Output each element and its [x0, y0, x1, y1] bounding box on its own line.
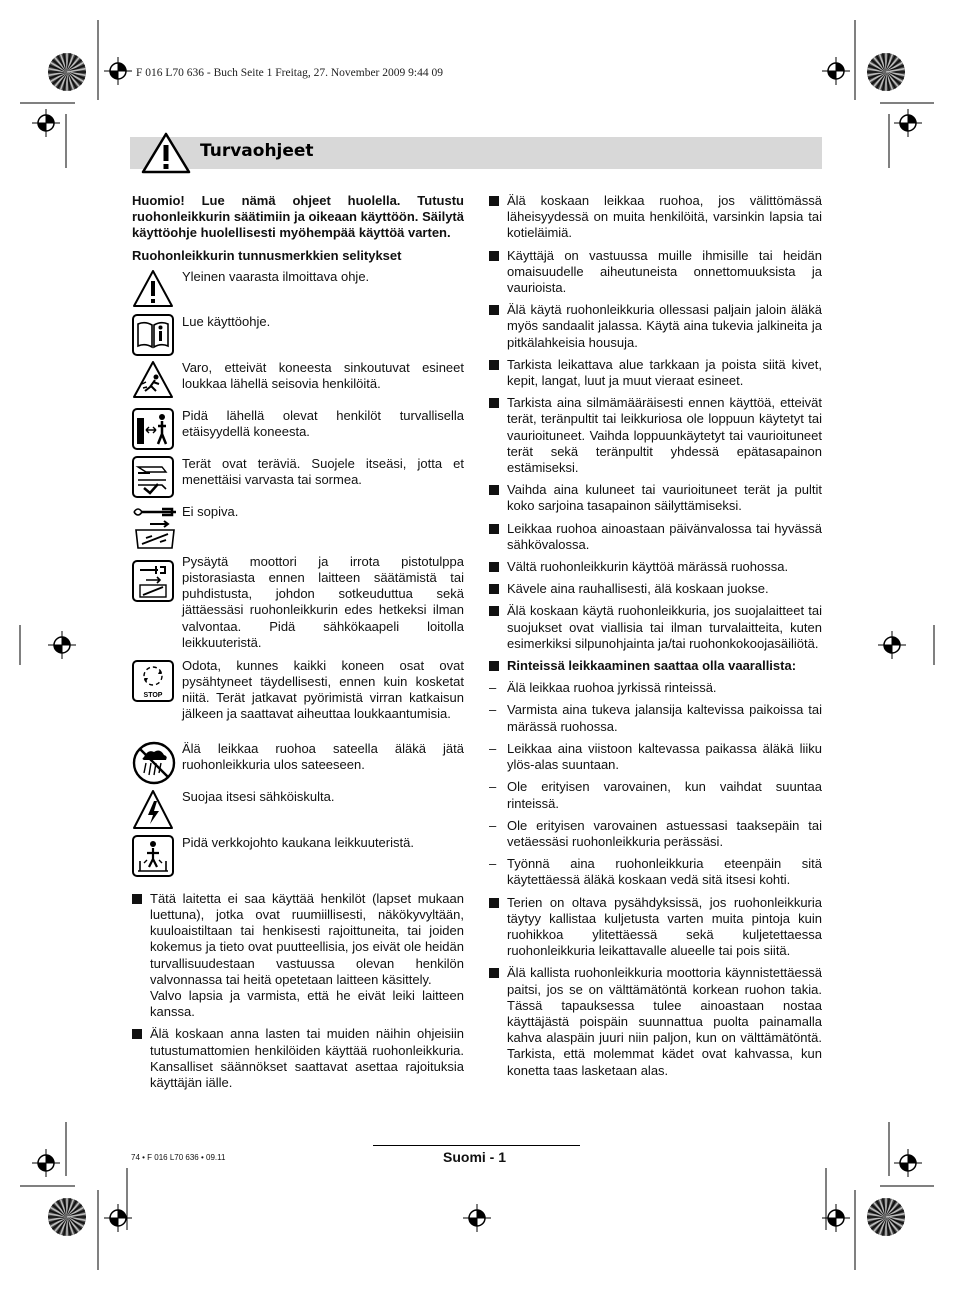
dash-item-text: Työnnä aina ruohonleikkuria eteenpäin sitä käytettäessä äläkä koskaan vedä sitä itsesi kohti. [507, 856, 822, 888]
warning-triangle-icon [132, 269, 174, 309]
list-item-text: Älä koskaan anna lasten tai muiden näihin ohjeisiin tutustumattomien henkilöiden käyttää ruohonleikkuria. Kansalliset säännökset saattavat asettaa rajoituksia käyttäjän iälle. [150, 1026, 464, 1091]
dash-item: – Älä leikkaa ruohoa jyrkissä rinteissä. [489, 680, 822, 696]
symbol-row [132, 504, 464, 554]
bullet-square-icon [489, 898, 499, 908]
list-item [489, 581, 822, 597]
list-item-text: Terien on oltava pysähdyksissä, jos ruohonleikkuria täytyy kallistaa kuljetusta varten muita pintoja kuin ruohikkoa ylitettäessä sekä kuljetettaessa ruohonleikkuria leikattavalle alueelle tai pois siitä. [507, 894, 822, 959]
symbol-row [132, 835, 464, 891]
bullet-square-icon [489, 196, 499, 206]
dash-item-text: Leikkaa aina viistoon kaltevassa paikassa äläkä liiku ylös-alas suuntaan. [507, 740, 822, 773]
dash-item: – Ole erityisen varovainen, kun vaihdat suuntaa rinteissä. [489, 779, 822, 811]
list-item [489, 395, 822, 476]
symbol-text: Pysäytä moottori ja irrota pistotulppa pistorasiasta ennen laitteen säätämistä tai puhdistusta, johdon sotkeuduttua sekä jättäessäsi ruohonleikkurin edes hetkeksi ilman valvontaa. Pidä sähkökaapeli loitolla leikkuuteristä. [182, 553, 464, 650]
print-header: F 016 L70 636 - Buch Seite 1 Freitag, 27. November 2009 9:44 09 [136, 67, 443, 79]
bullet-square-icon [489, 485, 499, 495]
slope-heading-text: Rinteissä leikkaaminen saattaa olla vaarallista: [507, 658, 797, 674]
list-item [489, 248, 822, 297]
symbol-text: Ei sopiva. [182, 503, 239, 519]
dash-item: – Ole erityisen varovainen astuessasi taaksepäin tai vetäessäsi ruohonleikkuria perässäsi. [489, 817, 822, 849]
symbol-row [132, 408, 464, 456]
color-rosette-icon [48, 53, 86, 91]
symbol-row [132, 314, 464, 360]
list-item [489, 965, 822, 1078]
list-item [489, 193, 822, 242]
bullet-square-icon [489, 398, 499, 408]
slope-heading [489, 658, 822, 674]
right-column [489, 193, 822, 1079]
keep-distance-icon [132, 408, 174, 450]
list-item-text: Älä koskaan leikkaa ruohoa, jos välittömässä läheisyydessä on muita henkilöitä, varsinkin lapsia tai kotieläimiä. [507, 193, 822, 241]
bullet-square-icon [489, 305, 499, 315]
bullet-square-icon [489, 661, 499, 671]
page-number: Suomi - 1 [443, 1149, 507, 1165]
symbol-row [132, 658, 464, 741]
bullet-square-icon [132, 1029, 142, 1039]
symbol-row [132, 456, 464, 504]
no-rain-icon [132, 741, 176, 785]
list-item-text: Tätä laitetta ei saa käyttää henkilöt (lapset mukaan luettuna), jotka ovat ruumiillisesti, näkökyvyltään, kuuloaistiltaan tai henkisesti rajoittuneita, tai joiden kokemus ja tieto ovat puutteellisia, jos eivät ole heidän turvallisuudestaan vastuussa olevan henkilön valvonnassa tai heitä opetetaan laitteen käsittely. [150, 890, 464, 987]
list-item [489, 895, 822, 960]
list-item-text: Tarkista aina silmämääräisesti ennen käyttöä, etteivät terät, teränpultit tai leikkuriosa ole loppuun käytetyt tai vaurioituneet. Vaihda loppuunkäytetyt tai vaurioituneet terät sekä teränpultit yhdessä epätasapainon estämiseksi. [507, 395, 822, 476]
list-item-text: Leikkaa ruohoa ainoastaan päivänvalossa tai hyvässä sähkövalossa. [507, 520, 822, 552]
symbol-text: Lue käyttöohje. [182, 313, 271, 329]
symbol-text: Älä leikkaa ruohoa sateella äläkä jätä ruohonleikkuria ulos sateeseen. [182, 740, 464, 773]
list-item [489, 603, 822, 652]
list-item [132, 1026, 464, 1091]
symbol-row [132, 741, 464, 789]
bullet-square-icon [489, 360, 499, 370]
list-item-text: Älä koskaan käytä ruohonleikkuria, jos suojalaitteet tai suojukset ovat viallisia tai ilman turvalaitteita, kuten esimerkiksi silpunohjainta ja/tai ruohonkokoojasäiliötä. [507, 603, 822, 651]
bullet-square-icon [132, 894, 142, 904]
list-item-text: Vaihda aina kuluneet tai vaurioituneet terät ja pultit koko sarjoina tasapainon säilyttämiseksi. [507, 482, 822, 514]
dash-item-text: Varmista aina tukeva jalansija kaltevissa paikoissa tai märässä ruohossa. [507, 702, 822, 734]
unplug-icon [132, 560, 174, 602]
symbol-text: Yleinen vaarasta ilmoittava ohje. [182, 268, 370, 284]
symbols-heading: Ruohonleikkurin tunnusmerkkien selitykset [132, 247, 402, 263]
page-title: Turvaohjeet [200, 141, 314, 161]
symbol-text: Varo, etteivät koneesta sinkoutuvat esineet loukkaa lähellä seisovia henkilöitä. [182, 359, 464, 392]
bullet-square-icon [489, 584, 499, 594]
symbol-row [132, 554, 464, 658]
color-rosette-icon [867, 53, 905, 91]
symbol-text: Odota, kunnes kaikki koneen osat ovat pysähtyneet täydellisesti, ennen kuin kosketat niitä. Terät jatkavat pyörimistä virran katkaisun jälkeen ja saattavat aiheuttaa loukkaantumisia. [182, 657, 464, 722]
symbol-text: Pidä verkkojohto kaukana leikkuuteristä. [182, 834, 414, 850]
symbol-row [132, 360, 464, 408]
dash-item: – Varmista aina tukeva jalansija kaltevissa paikoissa tai märässä ruohossa. [489, 702, 822, 734]
list-item [489, 559, 822, 575]
list-item-text: Vältä ruohonleikkurin käyttöä märässä ruohossa. [507, 559, 789, 575]
dash-item-text: Ole erityisen varovainen astuessasi taaksepäin tai vetäessäsi ruohonleikkuria perässäsi. [507, 817, 822, 849]
list-item-text: Käyttäjä on vastuussa muille ihmisille tai heidän omaisuudelle aiheutuneista onnettomuuksista ja vaurioista. [507, 247, 822, 296]
symbol-row [132, 789, 464, 835]
title-bar [130, 137, 822, 169]
list-item [489, 357, 822, 389]
bullet-square-icon [489, 251, 499, 261]
stop-icon [132, 660, 174, 702]
color-rosette-icon [867, 1198, 905, 1236]
dash-item: – Leikkaa aina viistoon kaltevassa paikassa äläkä liiku ylös-alas suuntaan. [489, 740, 822, 773]
symbol-row [132, 269, 464, 314]
sharp-blades-icon [132, 456, 174, 498]
list-item-text: Tarkista leikattava alue tarkkaan ja poista siitä kivet, kepit, langat, luut ja muut vieraat esineet. [507, 356, 822, 389]
list-item-text: Älä kallista ruohonleikkuria moottoria käynnistettäessä paitsi, jos se on välttämätöntä korkean ruohon takia. Tässä tapauksessa tulee ainoastaan nostaa käyttäjästä poispäin suunnattua puolta painamalla kahva alaspäin juuri niin paljon, kun on välttämätöntä. Tarkista, että molemmat kädet ovat kahvassa, kun konetta taas lasketaan alas. [507, 965, 822, 1078]
not-suitable-icon [132, 504, 178, 554]
list-item [489, 482, 822, 514]
bullet-square-icon [489, 562, 499, 572]
list-item [132, 891, 464, 1021]
bullet-square-icon [489, 606, 499, 616]
list-item-text: Älä käytä ruohonleikkuria ollessasi paljain jaloin äläkä myös sandaalit jalassa. Käytä aina tukevia jalkineita ja pitkälahkeisia housuja. [507, 302, 822, 350]
symbol-text: Suojaa itsesi sähköiskulta. [182, 788, 335, 804]
electric-shock-icon [132, 789, 174, 831]
cable-away-icon [132, 835, 174, 877]
list-item-extra: Valvo lapsia ja varmista, että he eivät leiki laitteen kanssa. [150, 988, 464, 1020]
warning-triangle-icon [140, 131, 192, 175]
flying-objects-icon [132, 360, 174, 400]
symbol-text: Terät ovat teräviä. Suojele itseäsi, jotta et menettäisi varvasta tai sormea. [182, 455, 464, 488]
symbol-text: Pidä lähellä olevat henkilöt turvallisella etäisyydellä koneesta. [182, 407, 464, 440]
stop-label: STOP [143, 691, 163, 699]
footer-rule [373, 1145, 580, 1146]
footer-code: 74 • F 016 L70 636 • 09.11 [131, 1153, 226, 1162]
bullet-square-icon [489, 968, 499, 978]
list-item-text: Kävele aina rauhallisesti, älä koskaan juokse. [507, 581, 769, 597]
left-column [132, 193, 464, 1091]
bullet-square-icon [489, 524, 499, 534]
dash-item-text: Ole erityisen varovainen, kun vaihdat suuntaa rinteissä. [507, 779, 822, 811]
read-manual-icon [132, 314, 174, 356]
list-item [489, 302, 822, 351]
dash-item: – Työnnä aina ruohonleikkuria eteenpäin sitä käytettäessä äläkä koskaan vedä sitä itsesi kohti. [489, 856, 822, 888]
intro-text: Huomio! Lue nämä ohjeet huolella. Tutustu ruohonleikkurin säätimiin ja oikeaan käyttöön. Säilytä käyttöohje huolellisesti myöhempää käyttöä varten. [132, 193, 464, 241]
dash-item-text: Älä leikkaa ruohoa jyrkissä rinteissä. [507, 680, 717, 696]
color-rosette-icon [48, 1198, 86, 1236]
list-item [489, 521, 822, 553]
